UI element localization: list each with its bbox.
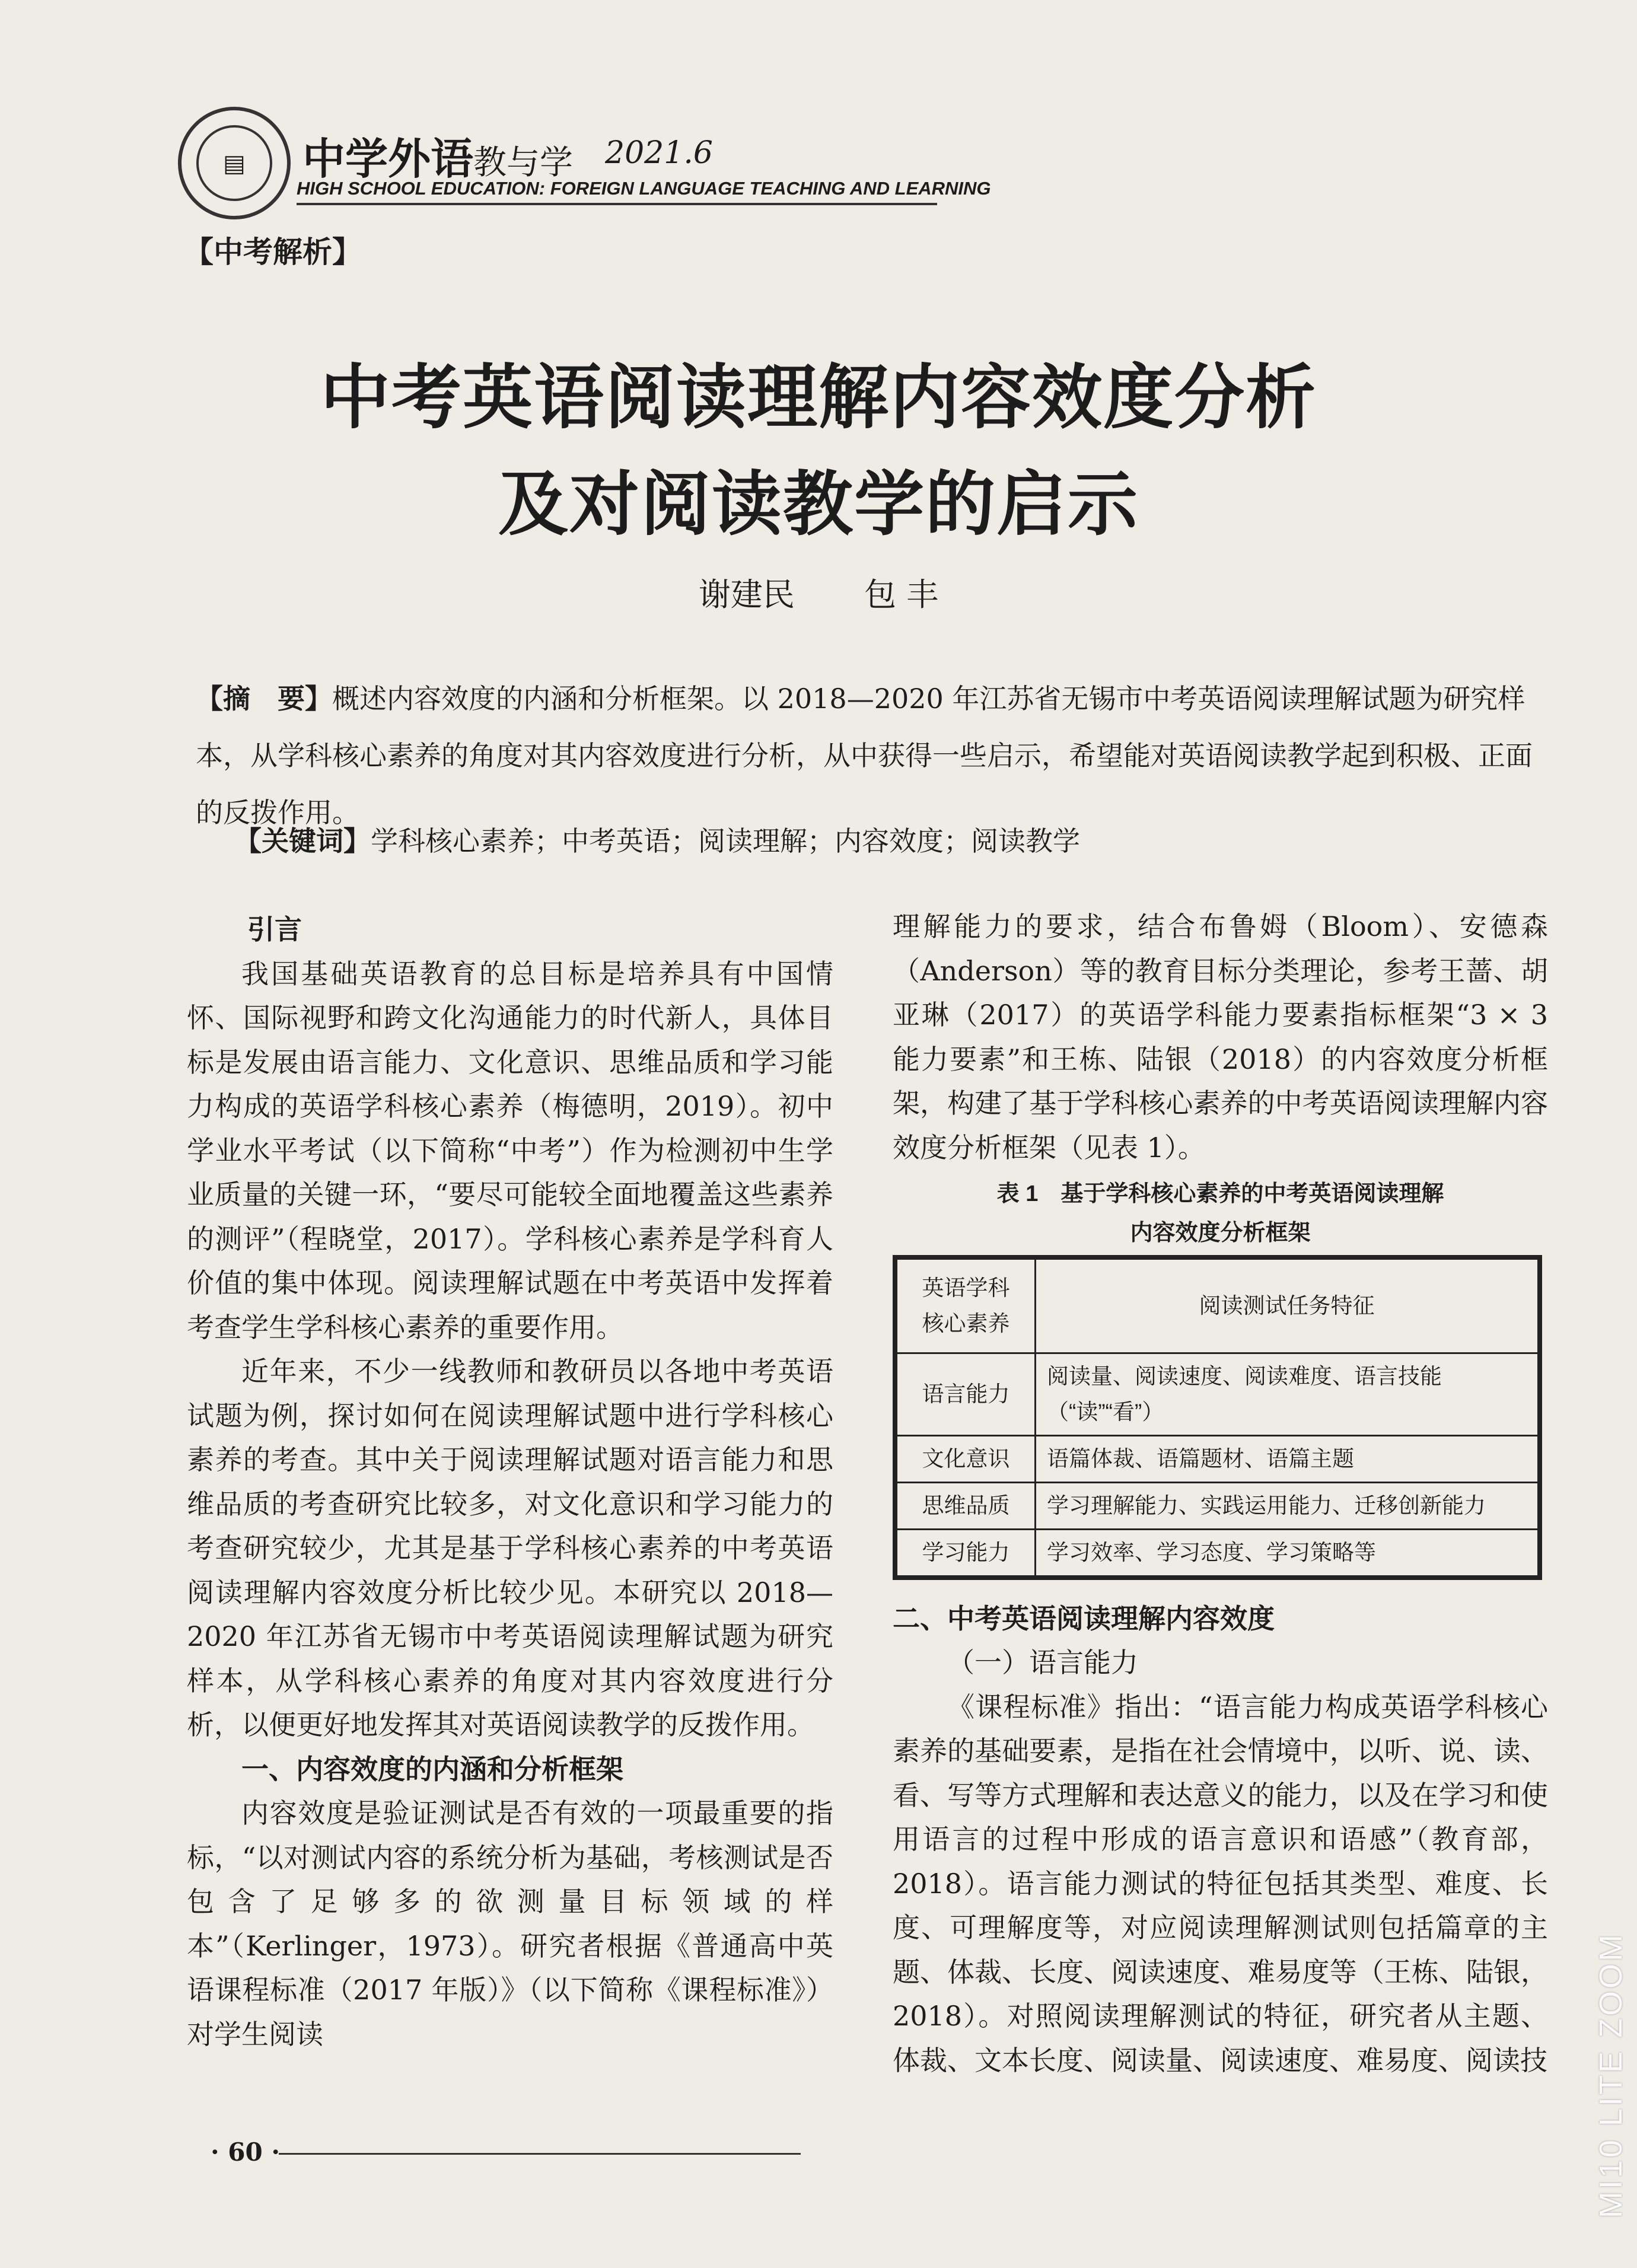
table-header-c1-line2: 核心素养 [922,1311,1010,1336]
table-cell: 语言能力 [897,1353,1036,1436]
table-frame [893,1255,1542,1580]
issue-number: 2021.6 [605,135,713,171]
table-cell: 语篇体裁、语篇题材、语篇主题 [1036,1436,1539,1483]
heading-section-one: 一、内容效度的内涵和分析框架 [241,1753,623,1785]
article-title-line1: 中考英语阅读理解内容效度分析 [320,356,1317,438]
framework-table [896,1258,1539,1577]
heading-introduction: 引言 [247,913,302,945]
page-number: · 60 · [211,2138,280,2167]
table-caption-line1: 表 1 基于学科核心素养的中考英语阅读理解 [996,1181,1444,1206]
abstract-label: 【摘 要】 [196,683,332,715]
table-row [897,1483,1539,1530]
table-caption-line2: 内容效度分析框架 [1130,1221,1311,1246]
table-cell: 学习效率、学习态度、学习策略等 [1036,1530,1539,1576]
table-cell: 思维品质 [897,1483,1036,1530]
table-header-c2: 阅读测试任务特征 [1036,1259,1539,1353]
column-tag: 【中考解析】 [184,234,362,269]
table-header-c1-line1: 英语学科 [922,1276,1010,1300]
table-cell: 阅读量、阅读速度、阅读难度、语言技能（“读”“看”） [1036,1353,1539,1436]
paragraph: 近年来，不少一线教师和教研员以各地中考英语试题为例，探讨如何在阅读理解试题中进行学科核心素养的考查。其中关于阅读理解试题对语言能力和思维品质的考查研究比较多，对文化意识和学习能力的考查研究较少，尤其是基于学科核心素养的中考英语阅读理解内容效度分析比较少见。本研究以 2018—2020 年江苏省无锡市中考英语阅读理解试题为研究样本，从学科核心素养的角度对其内容效度进行分析，以便更好地发挥其对英语阅读教学的反拨作用。 [187,1355,833,1741]
keywords [234,813,1539,869]
journal-title-en: HIGH SCHOOL EDUCATION: FOREIGN LANGUAGE TEACHING AND LEARNING [297,178,937,205]
seal-emblem-icon: ▤ [196,125,272,201]
paragraph: 《课程标准》指出：“语言能力构成英语学科核心素养的基础要素，是指在社会情境中，以听、说、读、看、写等方式理解和表达意义的能力，以及在学习和使用语言的过程中形成的语言意识和语感”（教育部，2018）。语言能力测试的特征包括其类型、难度、长度、可理解度等，对应阅读理解测试则包括篇章的主题、体裁、长度、阅读速度、难易度等（王栋、陆银，2018）。对照阅读理解测试的特征，研究者从主题、体裁、文本长度、阅读量、阅读速度、难易度、阅读技 [893,1690,1548,2076]
paragraph: 我国基础英语教育的总目标是培养具有中国情怀、国际视野和跨文化沟通能力的时代新人，具体目标是发展由语言能力、文化意识、思维品质和学习能力构成的英语学科核心素养（梅德明，2019）。初中学业水平考试（以下简称“中考”）作为检测初中生学业质量的关键一环，“要尽可能较全面地覆盖这些素养的测评”（程晓堂，2017）。学科核心素养是学科育人价值的集中体现。阅读理解试题在中考英语中发挥着考查学生学科核心素养的重要作用。 [187,957,833,1343]
journal-name: 中学外语 [302,133,474,184]
keywords-text: 学科核心素养；中考英语；阅读理解；内容效度；阅读教学 [371,825,1080,857]
publisher-seal-logo [178,107,291,219]
footer-rule [279,2153,801,2155]
table-cell: 文化意识 [897,1436,1036,1483]
paragraph: 理解能力的要求，结合布鲁姆（Bloom）、安德森（Anderson）等的教育目标分类理论，参考王蔷、胡亚琳（2017）的英语学科能力要素指标框架“3 × 3 能力要素”和王栋、陆银（2018）的内容效度分析框架，构建了基于学科核心素养的中考英语阅读理解内容效度分析框架（见表 1）。 [893,910,1548,1164]
article-title-line2: 及对阅读教学的启示 [498,463,1139,545]
table-row [897,1353,1539,1436]
camera-watermark: MI10 LITE ZOOM [1593,1932,1629,2218]
table-cell: 学习理解能力、实践运用能力、迁移创新能力 [1036,1483,1539,1530]
heading-section-two: 二、中考英语阅读理解内容效度 [893,1602,1275,1635]
left-column [187,907,833,2056]
journal-name-sub: 教与学 [473,144,574,182]
right-column [893,904,1548,2082]
table-header-row [897,1259,1539,1353]
author-2: 包 丰 [864,576,939,613]
author-1: 谢建民 [698,576,795,613]
heading-subsection-language: （一）语言能力 [947,1646,1138,1678]
abstract-text: 概述内容效度的内涵和分析框架。以 2018—2020 年江苏省无锡市中考英语阅读理解试题为研究样本，从学科核心素养的角度对其内容效度进行分析，从中获得一些启示，希望能对英语阅读教学起到积极、正面的反拨作用。 [196,683,1533,829]
keywords-label: 【关键词】 [234,825,371,857]
table-row [897,1530,1539,1576]
authors [0,569,1637,615]
table-header-cell [897,1259,1036,1353]
table-cell: 学习能力 [897,1530,1036,1576]
table-row [897,1436,1539,1483]
journal-title-cn [302,125,573,186]
paragraph: 内容效度是验证测试是否有效的一项最重要的指标，“以对测试内容的系统分析为基础，考核测试是否包含了足够多的欲测量目标领域的样本”（Kerlinger，1973）。研究者根据《普通高中英语课程标准（2017 年版）》（以下简称《课程标准》）对学生阅读 [187,1797,833,2050]
